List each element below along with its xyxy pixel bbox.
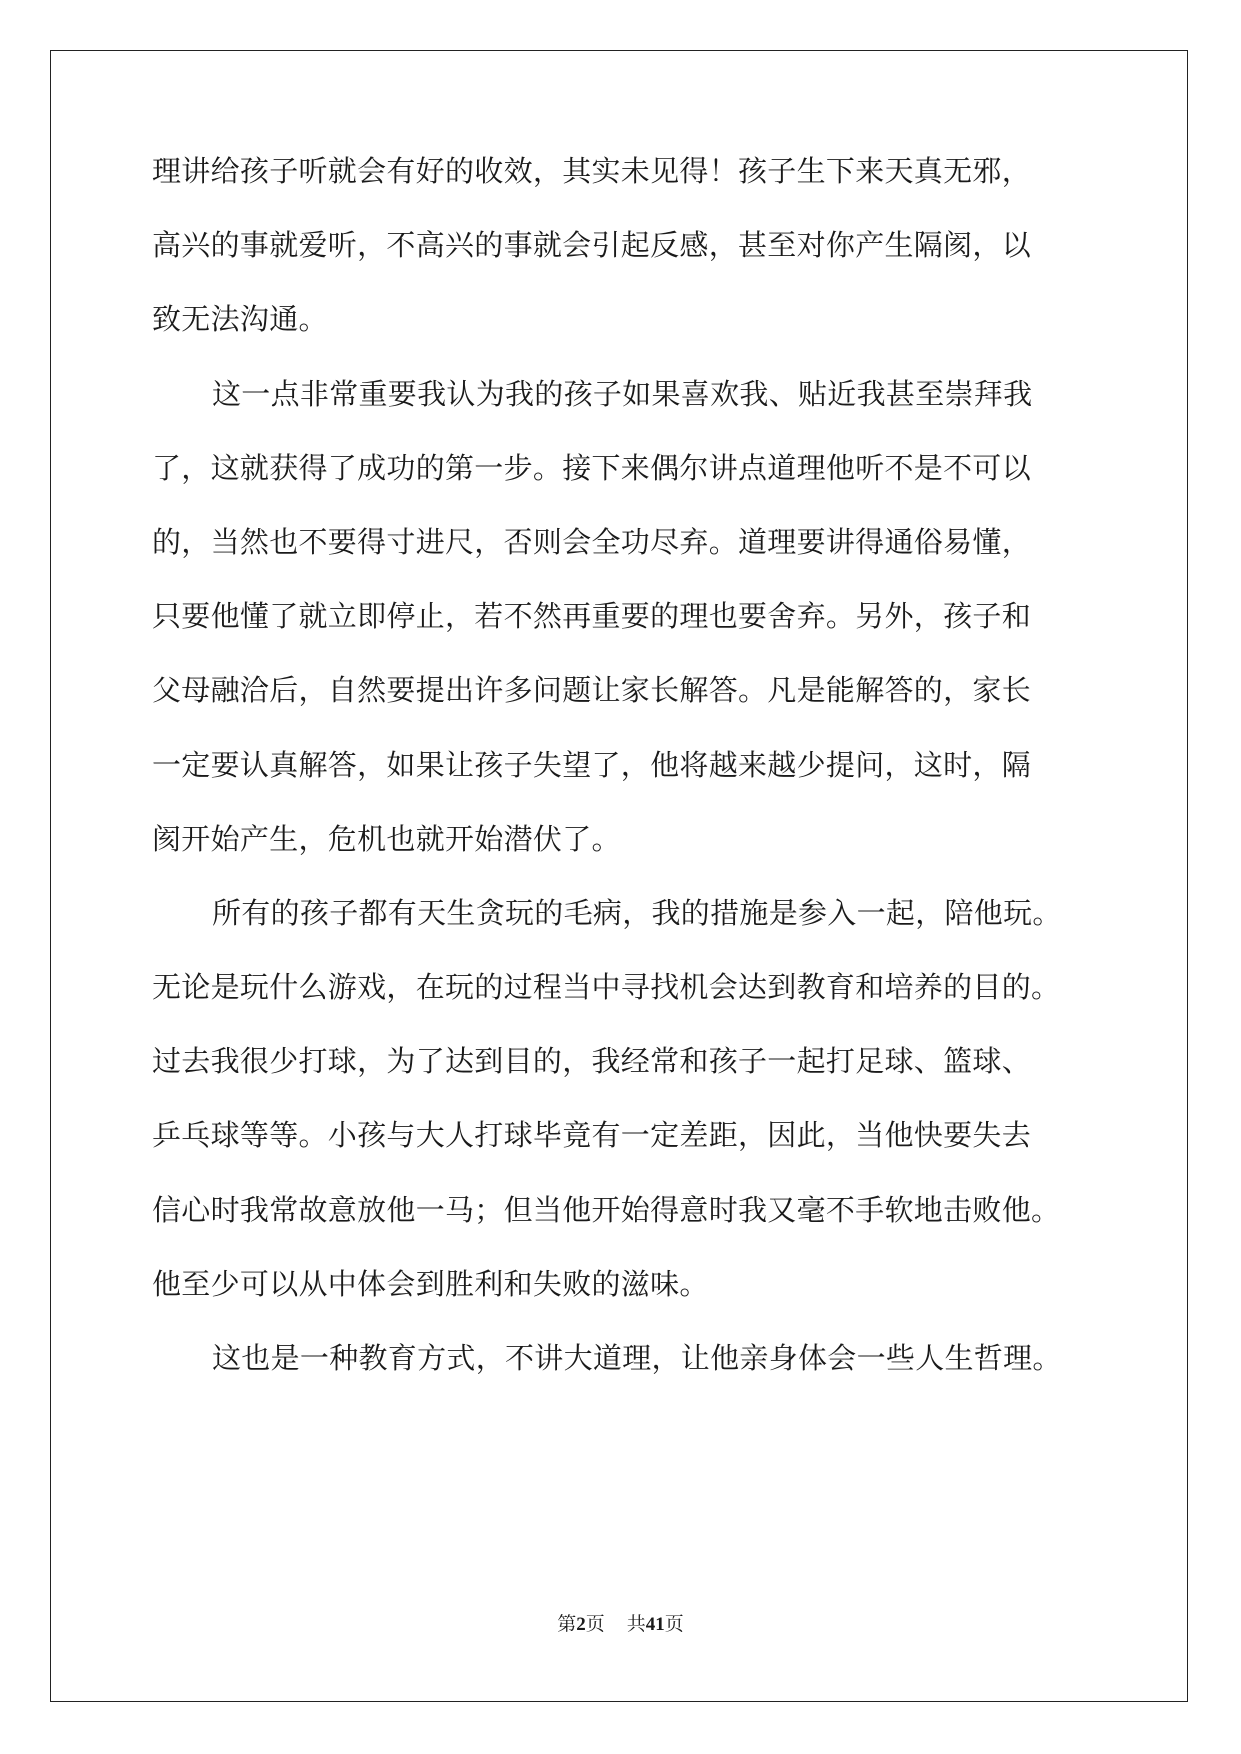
text-line: 致无法沟通。 — [152, 302, 328, 337]
total-pages: 41 — [645, 1614, 665, 1635]
text-line: 理讲给孩子听就会有好的收效，其实未见得！孩子生下来天真无邪， — [152, 154, 1032, 188]
text-line: 只要他懂了就立即停止，若不然再重要的理也要舍弃。另外，孩子和 — [152, 599, 1032, 634]
text-line: 信心时我常故意放他一马；但当他开始得意时我又毫不手软地击败他。 — [152, 1192, 1061, 1227]
text-line: 的，当然也不要得寸进尺，否则会全功尽弃。道理要讲得通俗易懂， — [152, 524, 1032, 559]
total-prefix: 共 — [626, 1614, 646, 1635]
page-prefix: 第 — [557, 1614, 577, 1635]
text-line: 乒乓球等等。小孩与大人打球毕竟有一定差距，因此，当他快要失去 — [152, 1118, 1032, 1153]
text-line: 了，这就获得了成功的第一步。接下来偶尔讲点道理他听不是不可以 — [152, 450, 1032, 485]
text-line: 父母融洽后，自然要提出许多问题让家长解答。凡是能解答的，家长 — [152, 673, 1032, 708]
text-line: 阂开始产生，危机也就开始潜伏了。 — [152, 821, 621, 856]
text-line: 无论是玩什么游戏，在玩的过程当中寻找机会达到教育和培养的目的。 — [152, 970, 1061, 1005]
text-line: 高兴的事就爱听，不高兴的事就会引起反感，甚至对你产生隔阂，以 — [152, 228, 1032, 263]
text-line: 他至少可以从中体会到胜利和失败的滋味。 — [152, 1266, 709, 1301]
paragraph-first-line: 所有的孩子都有天生贪玩的毛病，我的措施是参入一起，陪他玩。 — [212, 895, 1062, 930]
page-suffix: 页 — [585, 1614, 605, 1635]
page-footer — [0, 1609, 1241, 1636]
paragraph-first-line: 这一点非常重要我认为我的孩子如果喜欢我、贴近我甚至崇拜我 — [212, 376, 1033, 411]
document-body — [152, 154, 1092, 1418]
paragraph-first-line: 这也是一种教育方式，不讲大道理，让他亲身体会一些人生哲理。 — [212, 1341, 1062, 1375]
total-suffix: 页 — [664, 1614, 684, 1635]
text-line: 过去我很少打球，为了达到目的，我经常和孩子一起打足球、篮球、 — [152, 1044, 1032, 1079]
text-line: 一定要认真解答，如果让孩子失望了，他将越来越少提问，这时，隔 — [152, 747, 1032, 782]
page-number: 2 — [576, 1614, 586, 1635]
